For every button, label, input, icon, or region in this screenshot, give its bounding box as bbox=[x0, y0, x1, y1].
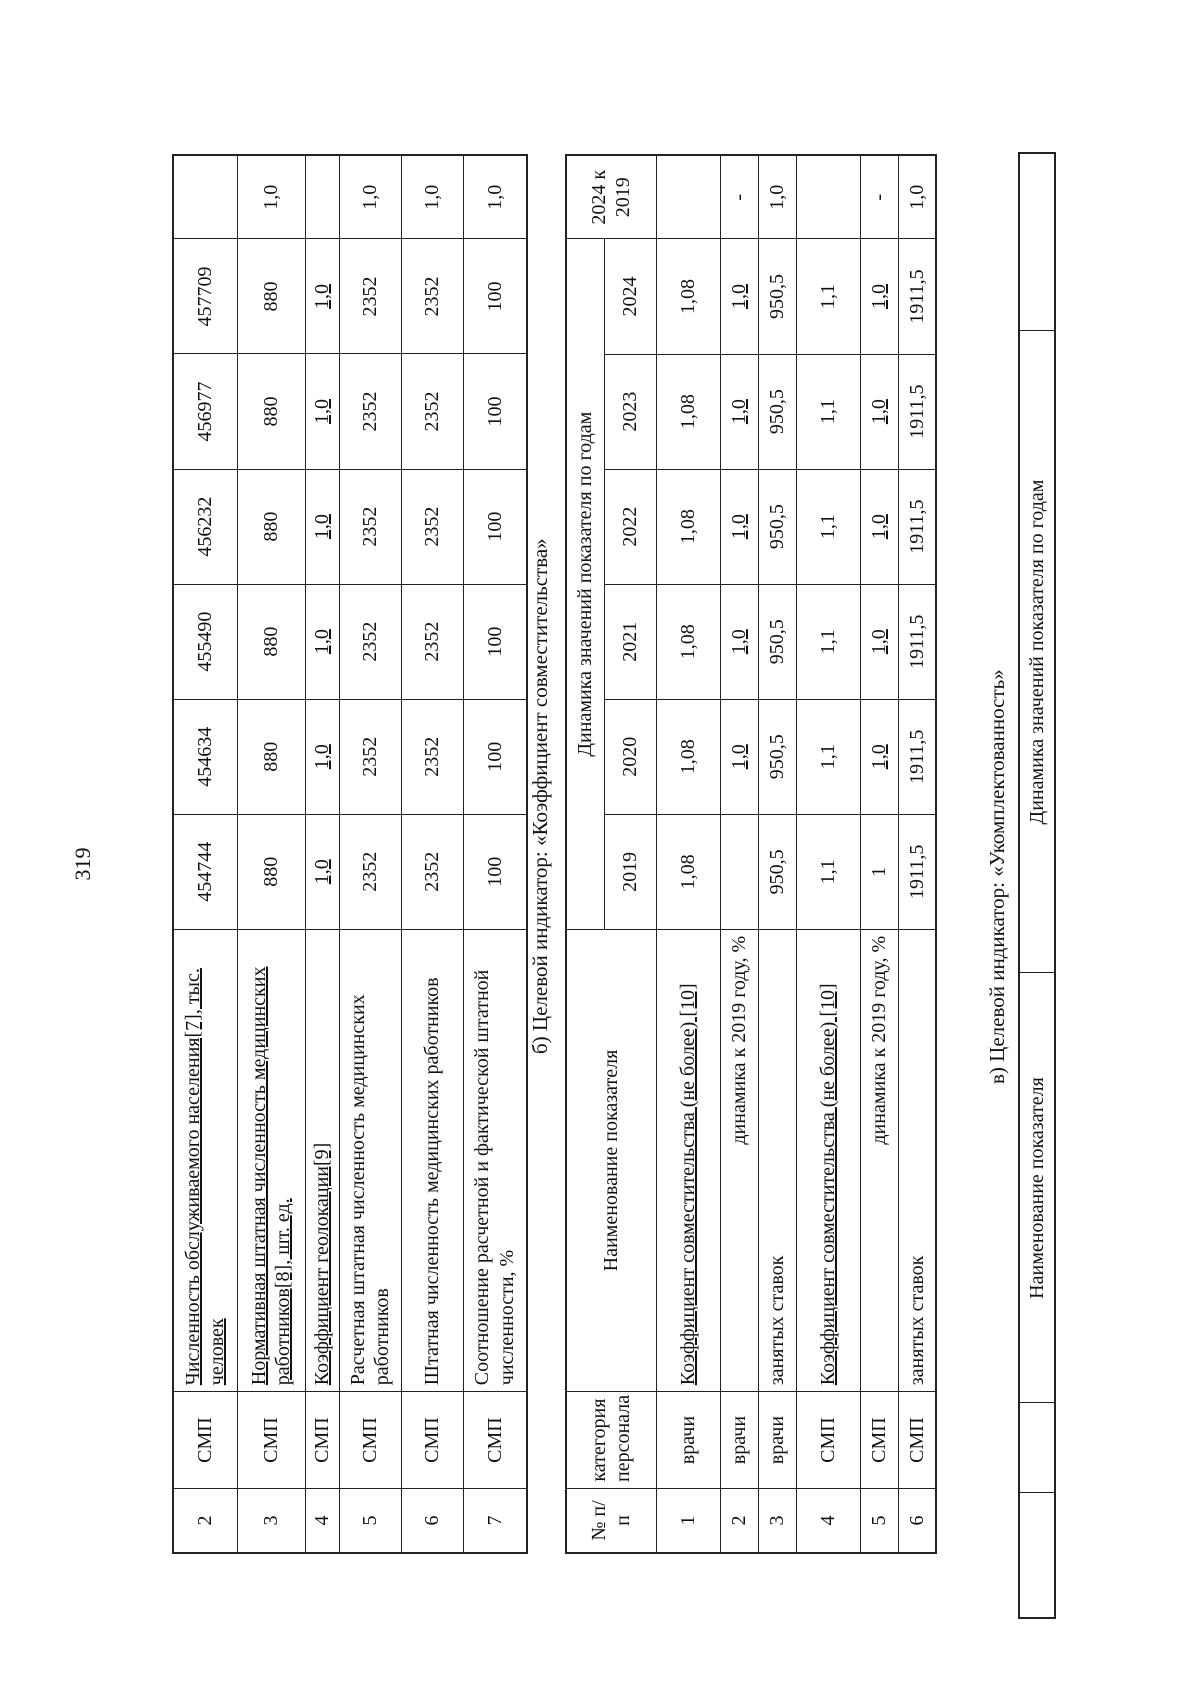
table-row bbox=[173, 155, 237, 1553]
value-cell: 1,0 bbox=[720, 469, 758, 584]
row-category: СМП bbox=[305, 1392, 339, 1489]
value-cell: 1,1 bbox=[796, 699, 860, 814]
value-cell: 2352 bbox=[339, 469, 401, 584]
value-cell: 880 bbox=[237, 239, 305, 354]
row-indicator-name: Численность обслуживаемого населения[7], тыс. человек bbox=[173, 929, 237, 1391]
value-cell: 880 bbox=[237, 469, 305, 584]
header-dynamics: Динамика значений показателя по годам bbox=[1019, 331, 1055, 973]
row-number: 6 bbox=[401, 1488, 463, 1553]
value-cell: 2352 bbox=[401, 814, 463, 929]
table-staffing-level bbox=[1018, 152, 1056, 1619]
header-year: 2020 bbox=[604, 699, 656, 814]
value-cell: 2352 bbox=[401, 354, 463, 469]
value-cell: 880 bbox=[237, 699, 305, 814]
row-category: СМП bbox=[339, 1392, 401, 1489]
row-indicator-name: динамика к 2019 году, % bbox=[860, 929, 898, 1391]
value-cell: 456977 bbox=[173, 354, 237, 469]
row-number: 6 bbox=[898, 1488, 936, 1553]
value-cell: 1,0 bbox=[720, 584, 758, 699]
header-indicator-name: Наименование показателя bbox=[1019, 973, 1055, 1403]
row-category: СМП bbox=[401, 1392, 463, 1489]
caption-staffing-level: в) Целевой индикатор: «Укомплектованность» bbox=[985, 669, 1009, 1084]
value-cell: 100 bbox=[463, 469, 527, 584]
row-number: 2 bbox=[720, 1488, 758, 1553]
value-cell: 1911,5 bbox=[898, 469, 936, 584]
table-row bbox=[401, 155, 463, 1553]
value-cell: 1,0 bbox=[305, 699, 339, 814]
table-row bbox=[860, 155, 898, 1553]
header-number: № п/п bbox=[566, 1488, 656, 1553]
row-category: СМП bbox=[173, 1392, 237, 1489]
row-indicator-name: Соотношение расчетной и фактической штатной численности, % bbox=[463, 929, 527, 1391]
caption-coefficient-combination: б) Целевой индикатор: «Коэффициент совместительства» bbox=[528, 538, 552, 1054]
value-cell-ratio: 1,0 bbox=[898, 155, 936, 239]
value-cell: 1,0 bbox=[860, 469, 898, 584]
value-cell: 950,5 bbox=[758, 814, 796, 929]
value-cell: 1,0 bbox=[720, 354, 758, 469]
row-category: СМП bbox=[860, 1392, 898, 1489]
row-category: СМП bbox=[463, 1392, 527, 1489]
header-year: 2024 bbox=[604, 239, 656, 354]
value-cell-ratio: 1,0 bbox=[237, 155, 305, 239]
row-indicator-name: Коэффициент совместительства (не более) [10] bbox=[656, 929, 720, 1391]
value-cell: 1,1 bbox=[796, 584, 860, 699]
value-cell: 2352 bbox=[339, 354, 401, 469]
value-cell: 1,08 bbox=[656, 354, 720, 469]
value-cell-ratio bbox=[656, 155, 720, 239]
table-combination-coefficient bbox=[565, 154, 937, 1554]
page-number: 319 bbox=[70, 847, 95, 881]
row-category: СМП bbox=[898, 1392, 936, 1489]
value-cell: 1911,5 bbox=[898, 699, 936, 814]
table-row bbox=[720, 155, 758, 1553]
value-cell: 1,1 bbox=[796, 239, 860, 354]
value-cell: 1,0 bbox=[860, 354, 898, 469]
table-row bbox=[796, 155, 860, 1553]
table-row bbox=[463, 155, 527, 1553]
value-cell: 1 bbox=[860, 814, 898, 929]
value-cell: 455490 bbox=[173, 584, 237, 699]
header-number-empty bbox=[1019, 1493, 1055, 1618]
value-cell: 880 bbox=[237, 584, 305, 699]
value-cell-ratio: 1,0 bbox=[401, 155, 463, 239]
row-category: СМП bbox=[237, 1392, 305, 1489]
value-cell: 1,0 bbox=[720, 239, 758, 354]
row-number: 2 bbox=[173, 1488, 237, 1553]
row-indicator-name: динамика к 2019 году, % bbox=[720, 929, 758, 1391]
value-cell: 1,1 bbox=[796, 814, 860, 929]
row-number: 4 bbox=[796, 1488, 860, 1553]
row-category: СМП bbox=[796, 1392, 860, 1489]
value-cell: 1,0 bbox=[305, 814, 339, 929]
value-cell-ratio bbox=[305, 155, 339, 239]
row-indicator-name: занятых ставок bbox=[898, 929, 936, 1391]
row-indicator-name: Нормативная штатная численность медицинских работников[8], шт. ед. bbox=[237, 929, 305, 1391]
row-number: 3 bbox=[237, 1488, 305, 1553]
row-category: врачи bbox=[656, 1392, 720, 1489]
header-ratio: 2024 к 2019 bbox=[566, 155, 656, 239]
value-cell: 2352 bbox=[401, 239, 463, 354]
value-cell: 1,0 bbox=[720, 699, 758, 814]
table-row bbox=[656, 155, 720, 1553]
value-cell: 1,08 bbox=[656, 814, 720, 929]
value-cell: 1911,5 bbox=[898, 814, 936, 929]
header-ratio-empty bbox=[1019, 153, 1055, 331]
header-year: 2023 bbox=[604, 354, 656, 469]
value-cell: 1911,5 bbox=[898, 239, 936, 354]
value-cell: 1,0 bbox=[860, 699, 898, 814]
value-cell-ratio: 1,0 bbox=[758, 155, 796, 239]
value-cell: 1,0 bbox=[860, 584, 898, 699]
row-number: 1 bbox=[656, 1488, 720, 1553]
row-category: врачи bbox=[758, 1392, 796, 1489]
value-cell-ratio: - bbox=[720, 155, 758, 239]
value-cell: 2352 bbox=[339, 699, 401, 814]
header-category-empty bbox=[1019, 1403, 1055, 1493]
row-number: 4 bbox=[305, 1488, 339, 1553]
table-row bbox=[898, 155, 936, 1553]
header-year: 2019 bbox=[604, 814, 656, 929]
row-number: 3 bbox=[758, 1488, 796, 1553]
value-cell: 950,5 bbox=[758, 584, 796, 699]
value-cell: 880 bbox=[237, 354, 305, 469]
value-cell: 1,0 bbox=[305, 239, 339, 354]
value-cell: 457709 bbox=[173, 239, 237, 354]
value-cell: 1,1 bbox=[796, 469, 860, 584]
table-header-row bbox=[1019, 153, 1055, 1618]
value-cell: 950,5 bbox=[758, 239, 796, 354]
value-cell-ratio bbox=[796, 155, 860, 239]
value-cell-ratio: 1,0 bbox=[339, 155, 401, 239]
row-indicator-name: Штатная численность медицинских работников bbox=[401, 929, 463, 1391]
table-row bbox=[758, 155, 796, 1553]
value-cell: 1,0 bbox=[305, 584, 339, 699]
row-number: 5 bbox=[860, 1488, 898, 1553]
table-row bbox=[339, 155, 401, 1553]
value-cell bbox=[720, 814, 758, 929]
row-category: врачи bbox=[720, 1392, 758, 1489]
value-cell: 456232 bbox=[173, 469, 237, 584]
value-cell: 950,5 bbox=[758, 354, 796, 469]
row-indicator-name: Коэффициент геолокации[9] bbox=[305, 929, 339, 1391]
value-cell: 1,0 bbox=[860, 239, 898, 354]
value-cell: 2352 bbox=[339, 239, 401, 354]
value-cell: 2352 bbox=[401, 469, 463, 584]
row-indicator-name: Расчетная штатная численность медицинских работников bbox=[339, 929, 401, 1391]
value-cell: 2352 bbox=[339, 814, 401, 929]
value-cell-ratio bbox=[173, 155, 237, 239]
value-cell: 100 bbox=[463, 354, 527, 469]
value-cell: 1,08 bbox=[656, 584, 720, 699]
value-cell: 1,0 bbox=[305, 469, 339, 584]
value-cell: 1,08 bbox=[656, 239, 720, 354]
value-cell: 1911,5 bbox=[898, 354, 936, 469]
table-row bbox=[305, 155, 339, 1553]
value-cell: 2352 bbox=[401, 699, 463, 814]
value-cell: 1,08 bbox=[656, 469, 720, 584]
value-cell: 454744 bbox=[173, 814, 237, 929]
value-cell: 100 bbox=[463, 239, 527, 354]
value-cell-ratio: - bbox=[860, 155, 898, 239]
value-cell: 1,0 bbox=[305, 354, 339, 469]
row-indicator-name: занятых ставок bbox=[758, 929, 796, 1391]
table-row bbox=[237, 155, 305, 1553]
row-number: 7 bbox=[463, 1488, 527, 1553]
row-indicator-name: Коэффициент совместительства (не более) [10] bbox=[796, 929, 860, 1391]
value-cell: 1911,5 bbox=[898, 584, 936, 699]
value-cell: 100 bbox=[463, 814, 527, 929]
header-category: категория персонала bbox=[566, 1392, 656, 1489]
row-number: 5 bbox=[339, 1488, 401, 1553]
value-cell: 100 bbox=[463, 699, 527, 814]
value-cell: 100 bbox=[463, 584, 527, 699]
value-cell: 950,5 bbox=[758, 469, 796, 584]
value-cell: 950,5 bbox=[758, 699, 796, 814]
table-staffing bbox=[172, 154, 528, 1554]
header-year: 2022 bbox=[604, 469, 656, 584]
header-dynamics: Динамика значений показателя по годам bbox=[566, 239, 604, 929]
header-year: 2021 bbox=[604, 584, 656, 699]
value-cell: 2352 bbox=[401, 584, 463, 699]
value-cell-ratio: 1,0 bbox=[463, 155, 527, 239]
value-cell: 454634 bbox=[173, 699, 237, 814]
value-cell: 2352 bbox=[339, 584, 401, 699]
value-cell: 1,1 bbox=[796, 354, 860, 469]
header-indicator-name: Наименование показателя bbox=[566, 929, 656, 1391]
value-cell: 1,08 bbox=[656, 699, 720, 814]
value-cell: 880 bbox=[237, 814, 305, 929]
table-header-row bbox=[566, 155, 604, 1553]
